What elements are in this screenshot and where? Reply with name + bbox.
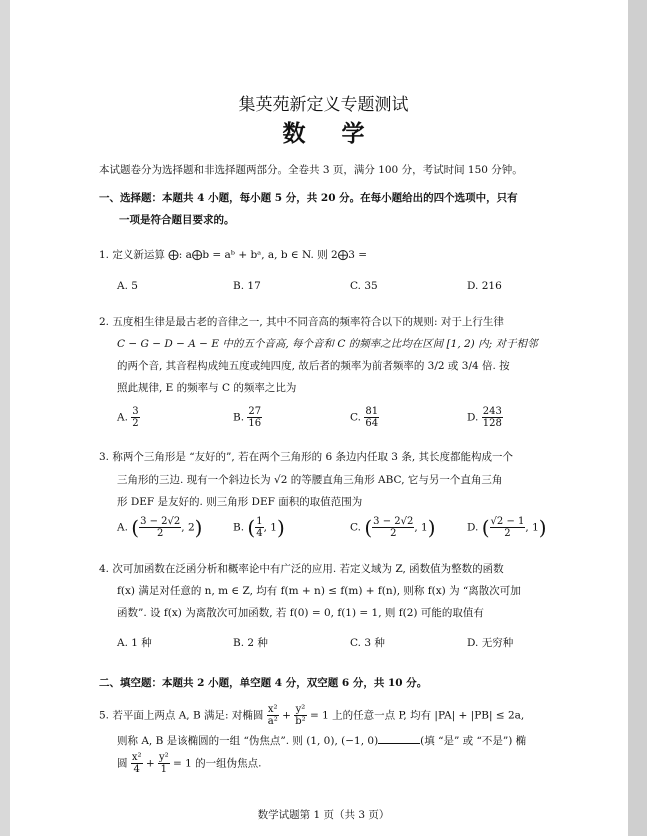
fraction-denominator: 64: [365, 418, 379, 429]
question-4-line: f(x) 满足对任意的 n, m ∈ Z, 均有 f(m + n) ≤ f(m) + f(n), 则称 f(x) 为 “离散次可加: [117, 585, 521, 597]
fraction-denominator: 2: [156, 528, 164, 539]
fraction: [490, 516, 526, 539]
q1-option-a: A. 5: [117, 280, 138, 292]
right-paren: ): [194, 515, 203, 540]
interval-end: , 1: [263, 521, 277, 534]
q2-option-label: C.: [350, 411, 361, 424]
fraction-denominator: 128: [482, 418, 502, 429]
q1-option-c: C. 35: [350, 280, 378, 292]
q4-option-d: D. 无穷种: [467, 637, 514, 649]
section1-heading: 一、选择题：本题共 4 小题，每小题 5 分，共 20 分。在每小题给出的四个选项中，只有: [99, 192, 518, 204]
fraction: [294, 704, 306, 727]
q3-option-label: B.: [233, 521, 245, 534]
question-3-line: 3. 称两个三角形是 “友好的”, 若在两个三角形的 6 条边内任取 3 条, 其长度都能构成一个: [99, 451, 513, 463]
plus-sign: +: [145, 757, 155, 770]
fraction-numerator: y²: [159, 752, 169, 763]
fraction: [372, 516, 414, 539]
fraction-denominator: 2: [504, 528, 511, 539]
q2-option-label: B.: [233, 411, 245, 424]
interval-end: , 1: [414, 521, 428, 534]
q5-text: 5. 若平面上两点 A, B 满足: 对椭圆: [99, 709, 264, 722]
left-paren: (: [364, 515, 373, 540]
fraction-denominator: b²: [295, 716, 306, 727]
answer-blank[interactable]: [378, 733, 420, 744]
section2-heading: 二、填空题：本题共 2 小题，单空题 4 分，双空题 6 分，共 10 分。: [99, 677, 428, 689]
question-1-stem: 1. 定义新运算 ⨁: a⨁b = aᵇ + bᵃ, a, b ∈ N. 则 2⨁3 =: [99, 249, 368, 261]
fraction: [158, 752, 170, 775]
fraction: [131, 752, 143, 775]
fraction: [267, 704, 279, 727]
q2-option-a: [117, 406, 140, 429]
q2-option-c: [350, 406, 379, 429]
question-3-line: 三角形的三边. 现有一个斜边长为 √2 的等腰直角三角形 ABC, 它与另一个直角三角: [117, 474, 503, 486]
fraction: [364, 406, 379, 429]
fraction-numerator: x²: [131, 752, 142, 763]
question-5-line-3: [117, 752, 262, 775]
q3-option-label: A.: [117, 521, 128, 534]
q4-option-b: B. 2 种: [233, 637, 268, 649]
fraction-denominator: 2: [132, 418, 139, 429]
left-paren: (: [247, 515, 256, 540]
q3-option-c: [350, 516, 436, 539]
fraction-denominator: a²: [267, 716, 278, 727]
left-paren: (: [481, 515, 490, 540]
right-paren: ): [427, 515, 436, 540]
q5-text: 圆: [117, 757, 128, 770]
left-paren: (: [131, 515, 140, 540]
q5-text: (填 “是” 或 “不是”) 椭: [420, 735, 527, 747]
question-2-line: 照此规律, E 的频率与 C 的频率之比为: [117, 382, 297, 394]
question-4-line: 函数”. 设 f(x) 为离散次可加函数, 若 f(0) = 0, f(1) = 1, 则 f(2) 可能的取值有: [117, 607, 484, 619]
subject-title: 数 学: [282, 120, 379, 147]
question-5-line-2: [117, 733, 526, 748]
q5-text: 则称 A, B 是该椭圆的一组 “伪焦点”. 则 (1, 0), (−1, 0): [117, 735, 379, 747]
fraction-numerator: 3 − 2√2: [140, 516, 181, 527]
interval-end: , 2: [181, 521, 195, 534]
fraction-denominator: 4: [133, 764, 140, 775]
fraction: [139, 516, 181, 539]
q5-text: = 1 上的任意一点 P, 均有 |PA| + |PB| ≤ 2a,: [309, 709, 525, 722]
q1-option-d: D. 216: [467, 280, 502, 292]
exam-intro: 本试题卷分为选择题和非选择题两部分。全卷共 3 页，满分 100 分，考试时间 150 分钟。: [99, 164, 523, 176]
q4-option-a: A. 1 种: [117, 637, 152, 649]
fraction-numerator: 243: [482, 406, 502, 417]
q5-text: = 1 的一组伪焦点.: [173, 757, 262, 770]
fraction-numerator: x²: [267, 704, 278, 715]
fraction-numerator: √2 − 1: [490, 516, 525, 527]
fraction-numerator: y²: [295, 704, 306, 715]
question-5-line-1: [99, 704, 524, 727]
fraction: [482, 406, 503, 429]
q3-option-d: [467, 516, 547, 539]
q2-option-label: A.: [117, 411, 128, 424]
q2-option-d: [467, 406, 503, 429]
fraction-numerator: 27: [248, 406, 262, 417]
q3-option-a: [117, 516, 202, 539]
question-3-line: 形 DEF 是友好的. 则三角形 DEF 面积的取值范围为: [117, 496, 363, 508]
question-2-line: 2. 五度相生律是最古老的音律之一, 其中不同音高的频率符合以下的规则: 对于上行生律: [99, 316, 504, 328]
question-2-line: C − G − D − A − E 中的五个音高, 每个音和 C 的频率之比均在区间 [1, 2) 内; 对于相邻: [117, 338, 538, 350]
fraction-numerator: 3: [132, 406, 139, 417]
fraction-numerator: 81: [365, 406, 379, 417]
q2-option-b: [233, 406, 262, 429]
fraction-numerator: 3 − 2√2: [373, 516, 414, 527]
section1-heading-cont: 一项是符合题目要求的。: [119, 214, 235, 226]
fraction: [131, 406, 139, 429]
q3-option-b: [233, 516, 285, 539]
right-paren: ): [538, 515, 547, 540]
question-2-line: 的两个音, 其音程构成纯五度或纯四度, 故后者的频率为前者频率的 3/2 或 3/4 倍. 按: [117, 360, 510, 372]
fraction-denominator: 1: [160, 764, 168, 775]
q1-option-b: B. 17: [233, 280, 261, 292]
fraction-denominator: 4: [256, 528, 263, 539]
exam-title: 集英苑新定义专题测试: [238, 95, 409, 115]
fraction: [255, 516, 263, 539]
q3-option-label: D.: [467, 521, 479, 534]
fraction-denominator: 16: [248, 418, 262, 429]
page-footer: 数学试题第 1 页（共 3 页）: [257, 809, 390, 821]
fraction-numerator: 1: [256, 516, 263, 527]
interval-end: , 1: [525, 521, 539, 534]
plus-sign: +: [282, 709, 291, 722]
fraction: [247, 406, 262, 429]
q2-option-label: D.: [467, 411, 479, 424]
q4-option-c: C. 3 种: [350, 637, 385, 649]
fraction-denominator: 2: [390, 528, 397, 539]
q3-option-label: C.: [350, 521, 361, 534]
question-4-line: 4. 次可加函数在泛函分析和概率论中有广泛的应用. 若定义域为 Z, 函数值为整数的函数: [99, 563, 504, 575]
right-paren: ): [276, 515, 285, 540]
